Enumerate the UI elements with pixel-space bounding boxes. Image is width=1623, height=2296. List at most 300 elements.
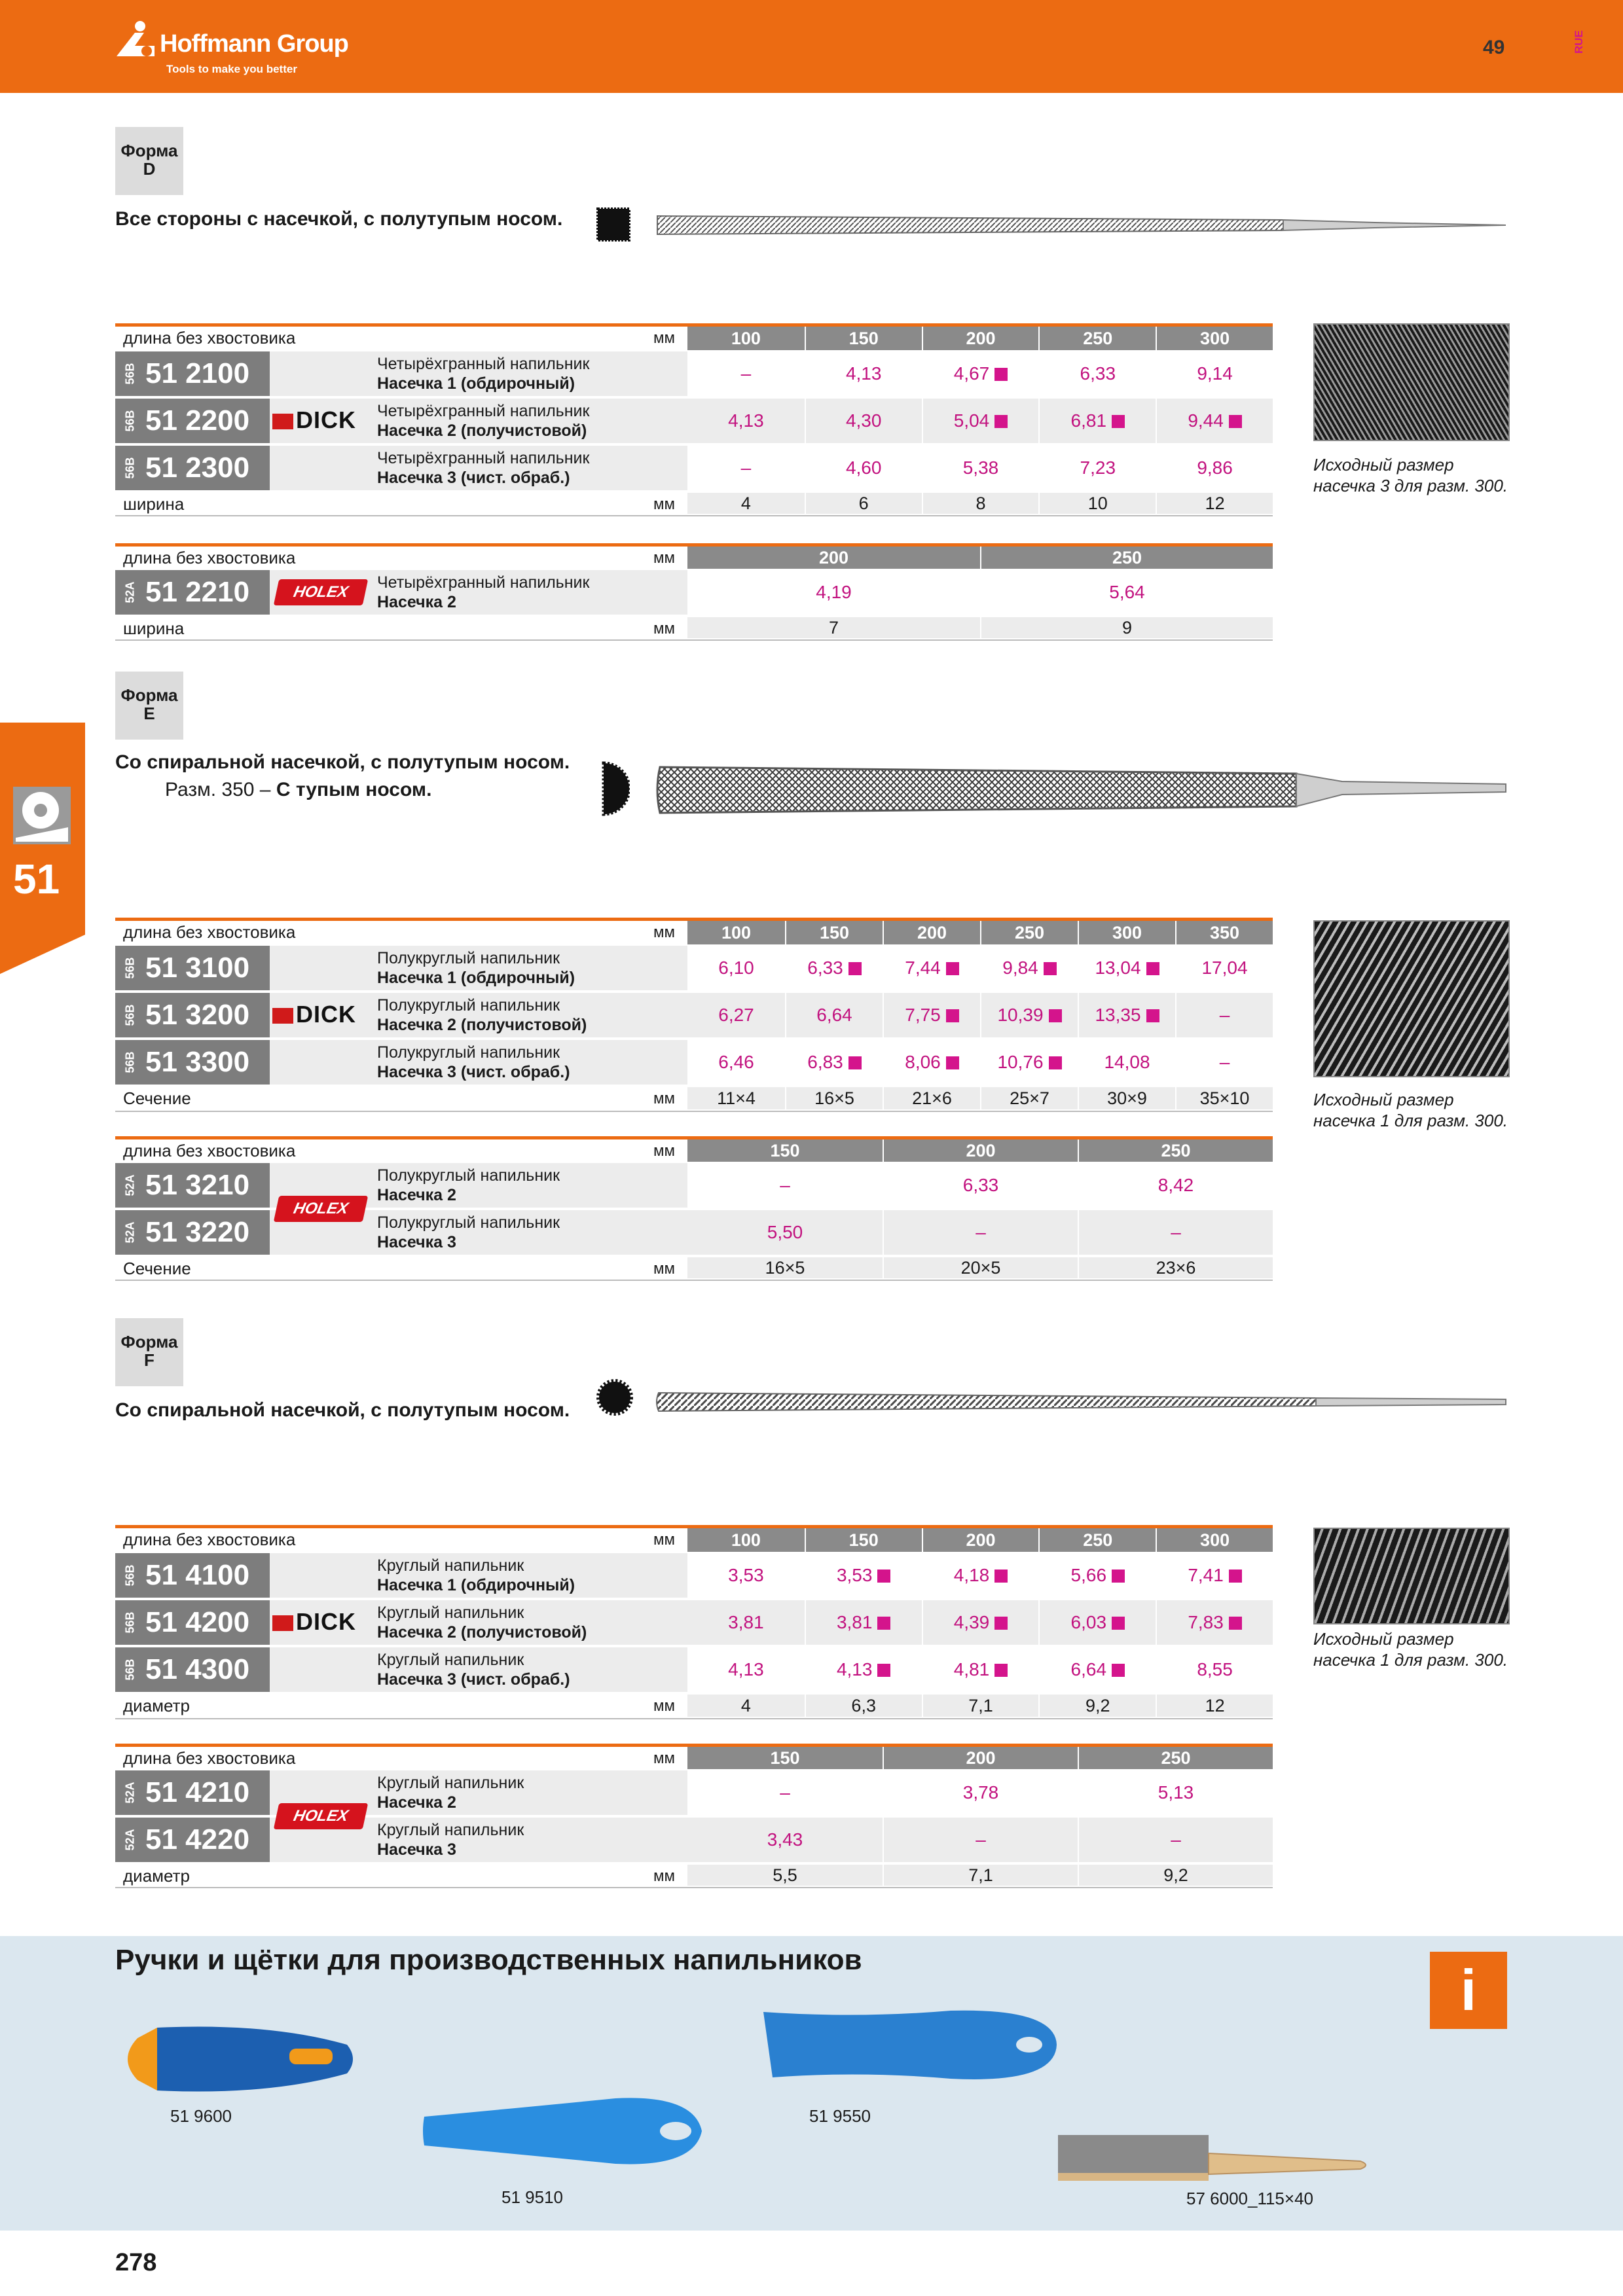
price-value: 6,64: [816, 1005, 852, 1025]
price-value: 5,64: [1109, 582, 1145, 602]
length-label: длина без хвостовика: [123, 922, 296, 942]
product-description: [377, 948, 575, 988]
price-cell: [1079, 1818, 1273, 1862]
price-value: 7,75: [905, 1005, 941, 1025]
price-value: 10,76: [997, 1052, 1044, 1072]
article-code: 51 4220: [145, 1823, 250, 1856]
product-description: [377, 996, 587, 1035]
price-value: –: [1171, 1829, 1181, 1850]
article-code: 51 3100: [145, 952, 250, 984]
price-value: 4,13: [845, 363, 882, 384]
length-label: длина без хвостовика: [123, 328, 296, 348]
product-type: Полукруглый напильник: [377, 1166, 560, 1185]
product-caption: 51 9550: [809, 2106, 871, 2126]
dimension-cell: 25×7: [981, 1087, 1078, 1109]
column-header: 100: [687, 1528, 805, 1552]
product-type: Полукруглый напильник: [377, 996, 560, 1014]
price-cell: [1040, 1647, 1156, 1692]
dick-brand-logo: DICK: [272, 1001, 356, 1028]
price-value: 4,67: [953, 363, 990, 384]
column-header: 250: [1079, 1747, 1273, 1769]
stock-marker-icon: [946, 1056, 959, 1069]
note-line: Исходный размер: [1313, 1629, 1454, 1649]
dimension-cell: 12: [1157, 1695, 1273, 1717]
stock-marker-icon: [1112, 1664, 1125, 1677]
dimension-cell: 5,5: [687, 1865, 883, 1886]
dimension-label: ширина: [123, 619, 185, 638]
column-header: 200: [923, 327, 1039, 350]
price-value: 4,39: [953, 1612, 990, 1632]
column-header: 150: [687, 1747, 883, 1769]
page-number: 49: [1483, 37, 1505, 58]
price-cell: [1157, 1553, 1273, 1598]
dimension-cell: 9,2: [1079, 1865, 1273, 1886]
price-group-prefix: 56B: [123, 1004, 137, 1026]
price-value: 5,04: [953, 410, 990, 431]
side-tab: [0, 723, 85, 974]
price-cell: [884, 1210, 1078, 1255]
price-value: 9,14: [1197, 363, 1233, 384]
price-group-prefix: 56B: [123, 1564, 137, 1587]
column-header: 300: [1079, 921, 1175, 944]
price-cell: [884, 1163, 1078, 1208]
unit-label: мм: [653, 1531, 675, 1549]
forma-d-badge: [115, 127, 183, 195]
price-value: 3,53: [728, 1565, 764, 1585]
article-number: [115, 946, 270, 990]
info-icon[interactable]: i: [1430, 1952, 1507, 2029]
price-cell: [1176, 946, 1273, 990]
dimension-cell: 8: [923, 493, 1039, 514]
price-cell: [1079, 993, 1175, 1037]
square-file-image: [655, 207, 1512, 243]
article-number: [115, 1647, 270, 1692]
product-type: Круглый напильник: [377, 1556, 524, 1575]
price-cell: [923, 351, 1039, 396]
article-number: [115, 351, 270, 396]
price-table: [115, 543, 1273, 639]
price-value: –: [976, 1829, 986, 1850]
dimension-cell: 12: [1157, 493, 1273, 514]
forma-label: Форма: [120, 685, 178, 705]
stock-marker-icon: [946, 962, 959, 975]
side-tab-number: 51: [13, 855, 60, 903]
cut-grade: Насечка 2 (получистовой): [377, 1623, 587, 1641]
cut-grade: Насечка 3 (чист. обраб.): [377, 469, 570, 487]
stock-marker-icon: [1112, 1617, 1125, 1630]
stock-marker-icon: [1229, 1617, 1242, 1630]
price-value: 6,27: [718, 1005, 754, 1025]
dimension-cell: 9: [981, 617, 1273, 638]
dimension-cell: 23×6: [1079, 1257, 1273, 1278]
dimension-cell: 9,2: [1040, 1695, 1156, 1717]
stock-marker-icon: [848, 1056, 862, 1069]
price-value: 7,83: [1188, 1612, 1224, 1632]
unit-label: мм: [653, 495, 675, 513]
round-profile-icon: [594, 1377, 635, 1418]
table-bottom-rule: [115, 1887, 1273, 1888]
column-header: 300: [1157, 327, 1273, 350]
price-value: –: [1171, 1222, 1181, 1242]
article-code: 51 3300: [145, 1046, 250, 1078]
cut-grade: Насечка 3 (чист. обраб.): [377, 1063, 570, 1081]
product-caption: 51 9600: [170, 2106, 232, 2126]
product-description: [377, 401, 589, 440]
price-value: 4,19: [816, 582, 852, 602]
price-value: –: [740, 457, 752, 478]
half-round-file-image: [655, 759, 1512, 821]
price-value: 6,33: [807, 958, 843, 978]
price-cell: [806, 446, 922, 490]
article-code: 51 4200: [145, 1606, 250, 1638]
column-header: 100: [687, 327, 805, 350]
price-cell: [981, 993, 1078, 1037]
cut-grade: Насечка 2: [377, 593, 456, 611]
dimension-label: Сечение: [123, 1088, 191, 1108]
price-value: 4,81: [953, 1659, 990, 1679]
product-type: Четырёхгранный напильник: [377, 355, 590, 373]
price-cell: [687, 1040, 785, 1085]
price-group-prefix: 56B: [123, 1611, 137, 1634]
price-value: 3,78: [962, 1782, 999, 1803]
article-number: [115, 1210, 270, 1255]
article-number: [115, 1553, 270, 1598]
article-code: 51 2210: [145, 576, 250, 608]
forma-e-description: Со спиральной насечкой, с полутупым носом.: [115, 751, 570, 773]
hoffmann-logo-icon: [115, 20, 161, 59]
column-header: 250: [981, 921, 1078, 944]
price-value: –: [1219, 1052, 1230, 1072]
page-footer-number: 278: [115, 2249, 157, 2276]
half-round-profile-icon: [597, 761, 630, 817]
article-code: 51 3220: [145, 1216, 250, 1248]
stock-marker-icon: [994, 1664, 1008, 1677]
price-cell: [884, 946, 980, 990]
column-header: 250: [1040, 327, 1156, 350]
cut-grade: Насечка 3: [377, 1233, 456, 1251]
price-cell: [786, 993, 883, 1037]
forma-f-badge: [115, 1318, 183, 1386]
price-cell: [1079, 1770, 1273, 1815]
price-value: 5,13: [1158, 1782, 1194, 1803]
stock-marker-icon: [1229, 415, 1242, 428]
price-cell: [923, 399, 1039, 443]
price-cell: [687, 1770, 883, 1815]
price-value: 8,06: [905, 1052, 941, 1072]
price-cell: [981, 570, 1273, 615]
price-cell: [806, 1553, 922, 1598]
price-cell: [1176, 1040, 1273, 1085]
article-number: [115, 570, 270, 615]
stock-marker-icon: [946, 1009, 959, 1022]
stock-marker-icon: [1049, 1009, 1062, 1022]
price-value: 6,33: [962, 1175, 999, 1195]
price-cell: [687, 1163, 883, 1208]
price-cell: [687, 1210, 883, 1255]
article-code: 51 4100: [145, 1559, 250, 1591]
stock-marker-icon: [1112, 1570, 1125, 1583]
price-cell: [1040, 1600, 1156, 1645]
price-value: 6,83: [807, 1052, 843, 1072]
product-description: [377, 1213, 560, 1252]
article-number: [115, 1818, 270, 1862]
logo-tagline: Tools to make you better: [166, 63, 297, 75]
dimension-cell: 21×6: [884, 1087, 980, 1109]
price-cell: [687, 399, 805, 443]
price-value: 6,03: [1070, 1612, 1107, 1632]
product-type: Круглый напильник: [377, 1651, 524, 1669]
stock-marker-icon: [877, 1570, 890, 1583]
stock-marker-icon: [1146, 962, 1159, 975]
holex-brand-logo: HOLEX: [274, 579, 369, 605]
price-value: 3,81: [728, 1612, 764, 1632]
price-value: 7,23: [1080, 457, 1116, 478]
forma-letter: E: [143, 704, 155, 723]
article-number: [115, 1040, 270, 1085]
product-caption: 51 9510: [501, 2187, 563, 2207]
column-header: 300: [1157, 1528, 1273, 1552]
unit-label: мм: [653, 1260, 675, 1278]
article-code: 51 4300: [145, 1653, 250, 1685]
article-code: 51 4210: [145, 1776, 250, 1808]
price-value: 17,04: [1201, 958, 1248, 978]
price-value: 10,39: [997, 1005, 1044, 1025]
length-label: длина без хвостовика: [123, 1748, 296, 1768]
cut-grade: Насечка 2 (получистовой): [377, 422, 587, 440]
unit-label: мм: [653, 1697, 675, 1715]
price-value: –: [1219, 1005, 1230, 1025]
price-cell: [806, 351, 922, 396]
price-cell: [786, 1040, 883, 1085]
stock-marker-icon: [848, 962, 862, 975]
product-description: [377, 354, 589, 393]
price-cell: [1040, 1553, 1156, 1598]
article-number: [115, 993, 270, 1037]
cut-sample-image: [1313, 323, 1510, 441]
price-table: [115, 1744, 1273, 1887]
dimension-cell: 4: [687, 493, 805, 514]
column-header: 100: [687, 921, 785, 944]
price-cell: [1157, 351, 1273, 396]
article-number: [115, 1770, 270, 1815]
cut-grade: Насечка 1 (обдирочный): [377, 969, 575, 987]
length-label: длина без хвостовика: [123, 1141, 296, 1160]
price-cell: [1157, 399, 1273, 443]
product-description: [377, 448, 589, 488]
price-value: 5,50: [767, 1222, 803, 1242]
cut-grade: Насечка 3 (чист. обраб.): [377, 1670, 570, 1689]
price-group-prefix: 52A: [123, 1782, 137, 1804]
cut-grade: Насечка 2: [377, 1793, 456, 1812]
length-label: длина без хвостовика: [123, 548, 296, 567]
dimension-cell: 30×9: [1079, 1087, 1175, 1109]
note-line: насечка 1 для разм. 300.: [1313, 1111, 1508, 1130]
subnote-text: С тупым носом.: [276, 779, 432, 800]
price-value: 5,66: [1070, 1565, 1107, 1585]
price-group-prefix: 56B: [123, 1051, 137, 1073]
price-cell: [687, 946, 785, 990]
price-value: 9,86: [1197, 457, 1233, 478]
dimension-label: Сечение: [123, 1259, 191, 1278]
note-line: Исходный размер: [1313, 1090, 1454, 1109]
cut-grade: Насечка 1 (обдирочный): [377, 1576, 575, 1594]
note-line: насечка 3 для разм. 300.: [1313, 476, 1508, 495]
price-table: [115, 323, 1273, 515]
language-code: RUE: [1573, 30, 1585, 54]
product-description: [377, 1820, 524, 1859]
dimension-cell: 6: [806, 493, 922, 514]
price-value: –: [780, 1782, 790, 1803]
cut-grade: Насечка 3: [377, 1840, 456, 1859]
unit-label: мм: [653, 1090, 675, 1107]
product-type: Круглый напильник: [377, 1821, 524, 1839]
subnote-prefix: Разм. 350 –: [165, 779, 271, 800]
price-cell: [1079, 1040, 1175, 1085]
price-value: 3,53: [836, 1565, 873, 1585]
logo-name: Hoffmann Group: [160, 30, 348, 58]
article-code: 51 3210: [145, 1169, 250, 1201]
price-value: 9,84: [1002, 958, 1038, 978]
forma-e-subnote: [165, 779, 431, 801]
round-file-image: [655, 1386, 1512, 1418]
price-group-prefix: 52A: [123, 1174, 137, 1196]
price-cell: [687, 1818, 883, 1862]
price-value: 3,43: [767, 1829, 803, 1850]
price-cell: [1040, 399, 1156, 443]
price-cell: [687, 351, 805, 396]
stock-marker-icon: [1044, 962, 1057, 975]
stock-marker-icon: [994, 368, 1008, 381]
product-description: [377, 1556, 575, 1595]
dimension-cell: 7,1: [923, 1695, 1039, 1717]
stock-marker-icon: [994, 1570, 1008, 1583]
stock-marker-icon: [1112, 415, 1125, 428]
price-value: –: [976, 1222, 986, 1242]
table-bottom-rule: [115, 1111, 1273, 1112]
product-type: Полукруглый напильник: [377, 1043, 560, 1062]
unit-label: мм: [653, 549, 675, 567]
cut-grade: Насечка 2: [377, 1186, 456, 1204]
product-description: [377, 1603, 587, 1642]
price-value: 7,44: [905, 958, 941, 978]
column-header: 200: [687, 547, 980, 569]
price-cell: [687, 993, 785, 1037]
stock-marker-icon: [877, 1617, 890, 1630]
product-type: Круглый напильник: [377, 1604, 524, 1622]
stock-marker-icon: [1146, 1009, 1159, 1022]
stock-marker-icon: [1049, 1056, 1062, 1069]
column-header: 350: [1176, 921, 1273, 944]
column-header: 200: [884, 1747, 1078, 1769]
price-value: 13,35: [1095, 1005, 1141, 1025]
price-cell: [806, 399, 922, 443]
dimension-label: диаметр: [123, 1866, 190, 1886]
price-group-prefix: 52A: [123, 581, 137, 603]
price-group-prefix: 56B: [123, 363, 137, 385]
price-cell: [1157, 1600, 1273, 1645]
forma-label: Форма: [120, 141, 178, 160]
forma-f-description: Со спиральной насечкой, с полутупым носом.: [115, 1399, 570, 1421]
dimension-cell: 10: [1040, 493, 1156, 514]
price-cell: [884, 1818, 1078, 1862]
price-cell: [1157, 446, 1273, 490]
handle-51-9600-image: [111, 2018, 360, 2100]
cut-sample-note: [1313, 1089, 1508, 1131]
cut-sample-image: [1313, 1528, 1510, 1624]
price-value: –: [780, 1175, 790, 1195]
table-bottom-rule: [115, 515, 1273, 516]
table-bottom-rule: [115, 639, 1273, 641]
product-type: Полукруглый напильник: [377, 1213, 560, 1232]
price-cell: [1176, 993, 1273, 1037]
forma-label: Форма: [120, 1332, 178, 1352]
dimension-cell: 4: [687, 1695, 805, 1717]
column-header: 200: [884, 921, 980, 944]
dick-brand-logo: DICK: [272, 1608, 356, 1636]
price-cell: [687, 570, 980, 615]
note-line: насечка 1 для разм. 300.: [1313, 1650, 1508, 1670]
table-bottom-rule: [115, 1718, 1273, 1719]
holex-brand-logo: HOLEX: [274, 1196, 369, 1222]
table-bottom-rule: [115, 1280, 1273, 1281]
stock-marker-icon: [994, 415, 1008, 428]
price-cell: [687, 1553, 805, 1598]
column-header: 150: [786, 921, 883, 944]
price-table: [115, 1136, 1273, 1280]
article-number: [115, 1600, 270, 1645]
price-cell: [923, 446, 1039, 490]
price-cell: [884, 1040, 980, 1085]
article-code: 51 3200: [145, 999, 250, 1031]
product-description: [377, 1650, 570, 1689]
dimension-cell: 16×5: [786, 1087, 883, 1109]
price-value: 13,04: [1095, 958, 1141, 978]
column-header: 250: [981, 547, 1273, 569]
dimension-cell: 6,3: [806, 1695, 922, 1717]
unit-label: мм: [653, 1867, 675, 1885]
dimension-cell: 16×5: [687, 1257, 883, 1278]
product-type: Круглый напильник: [377, 1774, 524, 1792]
price-cell: [687, 1600, 805, 1645]
stock-marker-icon: [877, 1664, 890, 1677]
forma-letter: D: [143, 159, 156, 179]
price-value: 4,18: [953, 1565, 990, 1585]
unit-label: мм: [653, 1749, 675, 1767]
price-value: 4,13: [836, 1659, 873, 1679]
product-description: [377, 573, 589, 612]
article-code: 51 2100: [145, 357, 250, 389]
price-group-prefix: 56B: [123, 957, 137, 979]
price-cell: [1157, 1647, 1273, 1692]
price-value: 4,13: [728, 410, 764, 431]
price-value: 6,64: [1070, 1659, 1107, 1679]
price-table: [115, 1525, 1273, 1718]
price-cell: [981, 946, 1078, 990]
cut-sample-image: [1313, 920, 1510, 1077]
price-cell: [687, 1647, 805, 1692]
price-value: 8,55: [1197, 1659, 1233, 1679]
unit-label: мм: [653, 329, 675, 347]
price-cell: [786, 946, 883, 990]
price-cell: [923, 1553, 1039, 1598]
price-cell: [1079, 1210, 1273, 1255]
column-header: 150: [806, 1528, 922, 1552]
price-value: 4,60: [845, 457, 882, 478]
column-header: 200: [884, 1139, 1078, 1162]
price-group-prefix: 56B: [123, 410, 137, 432]
price-table: [115, 918, 1273, 1111]
price-cell: [687, 446, 805, 490]
